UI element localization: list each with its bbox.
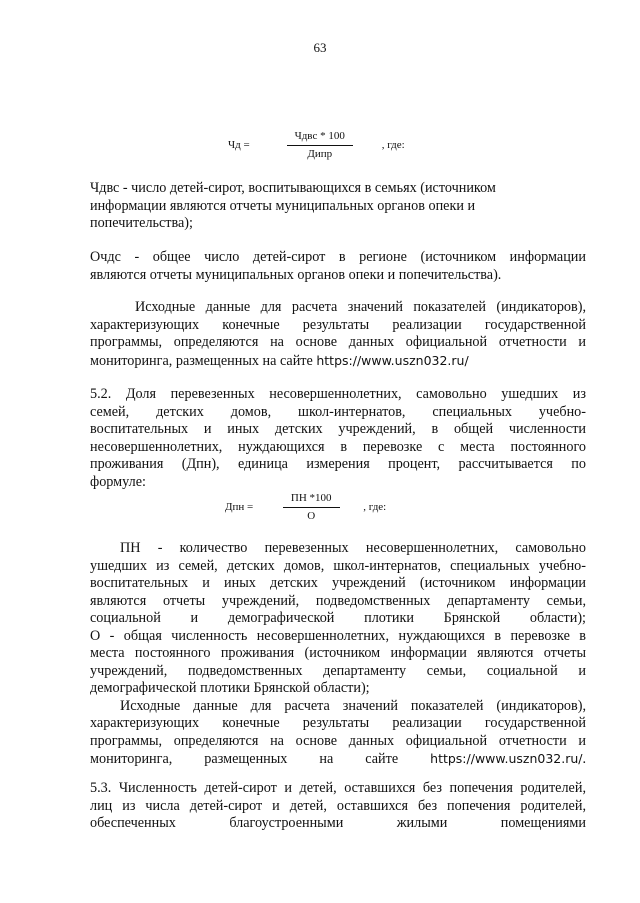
definition-chdvs: Чдвс - число детей-сирот, воспитывающихся в семьях (источником информации являются отчеты муниципальных органов опеки и попечительства); bbox=[90, 180, 496, 231]
source-paragraph-2: Исходные данные для расчета значений показателей (индикаторов), характеризующих конечные результаты реализации государственной программы, определяются на основе данных официальной отчетности и мониторинга, размещенных на сайте https://www.uszn032.ru/. bbox=[90, 697, 587, 767]
formula-lhs: Чд = bbox=[228, 139, 250, 151]
section-5-3: 5.3. Численность детей-сирот и детей, оставшихся без попечения родителей, лиц из числа детей-сирот и детей, оставшихся без попечения родителей, обеспеченных благоустроенными жилыми помещениями bbox=[90, 780, 586, 831]
formula-fraction bbox=[264, 131, 376, 160]
website-link[interactable]: https://www.uszn032.ru/ bbox=[316, 352, 469, 368]
source-paragraph-1: Исходные данные для расчета значений показателей (индикаторов), характеризующих конечные результаты реализации государственной программы, определяются на основе данных официальной отчетности и мониторинга, размещенных на сайте https://www.uszn032.ru/ bbox=[90, 299, 586, 369]
section-5-2: 5.2. Доля перевезенных несовершеннолетних, самовольно ушедших из семей, детских домов, школ-интернатов, специальных учебно- воспитательных и иных детских учреждений, в общей численности несовершеннолетних, нуждающихся в перевозке с места постоянного проживания (Дпн), единица измерения процент, рассчитывается по формуле: bbox=[90, 386, 586, 490]
formula-tail: , где: bbox=[381, 139, 405, 151]
page-number: 63 bbox=[313, 40, 327, 55]
definition-o: О - общая численность несовершеннолетних, нуждающихся в перевозке в места постоянного проживания (источником информации являются отчеты учреждений, подведомственных департаменту семьи, социальной и демографической плотики Брянской области); bbox=[90, 627, 586, 696]
formula-chd bbox=[228, 131, 405, 160]
formula-numerator: ПН *100 bbox=[283, 493, 340, 508]
formula-denominator: Дипр bbox=[307, 148, 333, 160]
formula-fraction bbox=[265, 493, 357, 522]
formula-tail: , где: bbox=[363, 501, 387, 513]
website-link[interactable]: https://www.uszn032.ru/ bbox=[430, 751, 583, 766]
formula-lhs: Дпн = bbox=[225, 501, 254, 513]
definition-pn: ПН - количество перевезенных несовершеннолетних, самовольно ушедших из семей, детских домов, школ-интернатов, специальных учебно- воспитательных и иных детских учреждений (источником информации являются отчеты учреждений, подведомственных департаменту семьи, социальной и демографической плотики Брянской области); bbox=[90, 540, 586, 626]
formula-numerator: Чдвс * 100 bbox=[287, 131, 353, 146]
definition-ochds: Очдс - общее число детей-сирот в регионе (источником информации являются отчеты муниципальных органов опеки и попечительства). bbox=[90, 249, 586, 283]
formula-denominator: О bbox=[307, 510, 316, 522]
formula-dpn bbox=[225, 493, 386, 522]
